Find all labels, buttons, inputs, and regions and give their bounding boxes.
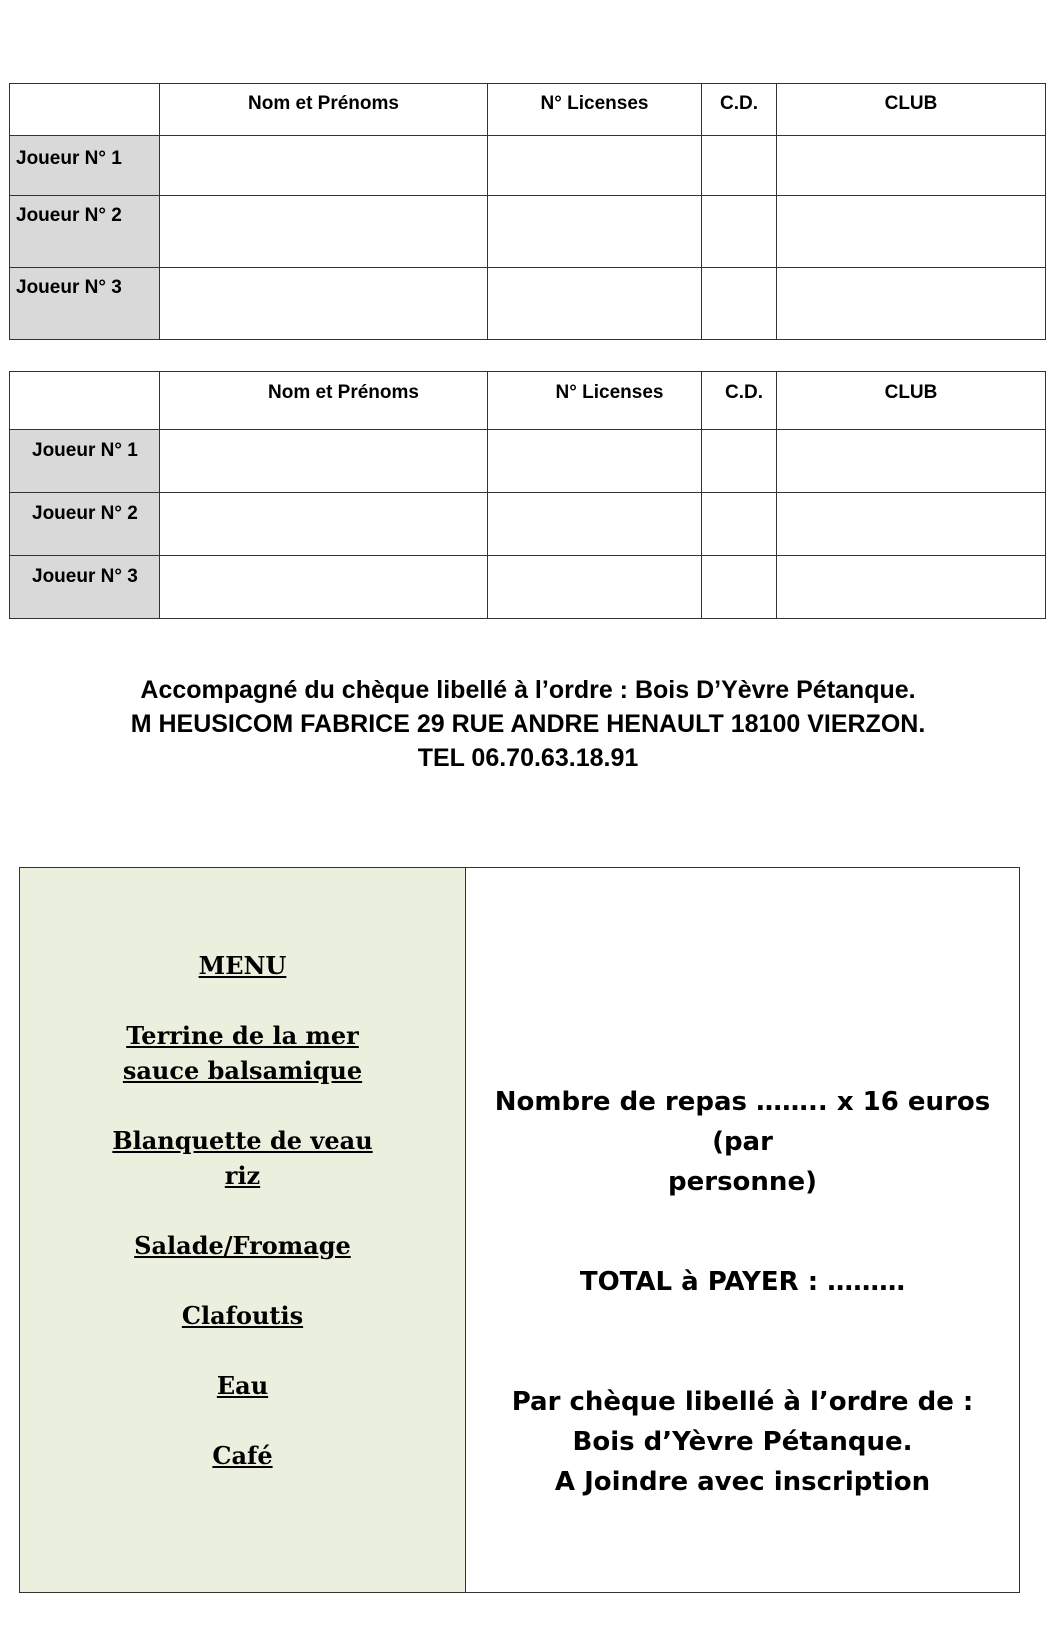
name-cell[interactable] [160,430,488,493]
license-cell[interactable] [488,493,702,556]
cd-cell[interactable] [702,493,777,556]
club-cell[interactable] [777,268,1046,340]
header-license: N° Licenses [488,372,702,430]
menu-box [19,867,1020,1593]
license-cell[interactable] [488,268,702,340]
header-empty [10,84,160,136]
header-cd: C.D. [702,84,777,136]
menu-item-cheese: Salade/Fromage [134,1231,351,1260]
registration-table-1 [9,83,1046,340]
attach-line: A Joindre avec inscription [554,1467,931,1497]
header-cd: C.D. [702,372,777,430]
club-cell[interactable] [777,136,1046,196]
club-cell[interactable] [777,556,1046,619]
name-cell[interactable] [160,136,488,196]
header-empty [10,372,160,430]
menu-item-main-2: riz [224,1161,261,1190]
header-club: CLUB [777,372,1046,430]
name-cell[interactable] [160,196,488,268]
menu-item-starter-2: sauce balsamique [122,1056,363,1085]
payment-panel [466,868,1019,1592]
row-label: Joueur N° 1 [10,430,160,493]
table-row [10,268,1046,340]
meal-count-line-2: personne) [668,1167,817,1197]
header-club: CLUB [777,84,1046,136]
meal-count-line: Nombre de repas …….. x 16 euros (par [494,1087,991,1157]
name-cell[interactable] [160,493,488,556]
cheque-payee-line: Bois d’Yèvre Pétanque. [572,1427,913,1457]
menu-item-main: Blanquette de veau [112,1126,373,1155]
table-header-row [10,372,1046,430]
menu-item-coffee: Café [212,1441,273,1470]
menu-item-water: Eau [216,1371,269,1400]
name-cell[interactable] [160,268,488,340]
cd-cell[interactable] [702,556,777,619]
cd-cell[interactable] [702,430,777,493]
row-label: Joueur N° 3 [10,556,160,619]
license-cell[interactable] [488,136,702,196]
cheque-line: Par chèque libellé à l’ordre de : [511,1387,974,1417]
cheque-order-line: Accompagné du chèque libellé à l’ordre : Bois D’Yèvre Pétanque. [140,676,916,704]
payment-address-block [0,673,1056,775]
club-cell[interactable] [777,430,1046,493]
license-cell[interactable] [488,556,702,619]
total-line: TOTAL à PAYER : ……… [579,1267,906,1297]
phone-line: TEL 06.70.63.18.91 [417,744,639,772]
cd-cell[interactable] [702,268,777,340]
cd-cell[interactable] [702,196,777,268]
table-row [10,430,1046,493]
menu-title: MENU [198,951,287,980]
table-row [10,196,1046,268]
table-row [10,136,1046,196]
license-cell[interactable] [488,430,702,493]
club-cell[interactable] [777,196,1046,268]
row-label: Joueur N° 1 [10,136,160,196]
table-header-row [10,84,1046,136]
header-license: N° Licenses [488,84,702,136]
row-label: Joueur N° 3 [10,268,160,340]
postal-address-line: M HEUSICOM FABRICE 29 RUE ANDRE HENAULT 18100 VIERZON. [130,710,926,738]
table-row [10,493,1046,556]
header-name: Nom et Prénoms [160,84,488,136]
row-label: Joueur N° 2 [10,196,160,268]
table-row [10,556,1046,619]
club-cell[interactable] [777,493,1046,556]
cd-cell[interactable] [702,136,777,196]
menu-item-starter: Terrine de la mer [126,1021,359,1050]
header-name: Nom et Prénoms [160,372,488,430]
name-cell[interactable] [160,556,488,619]
license-cell[interactable] [488,196,702,268]
menu-panel [20,868,466,1592]
registration-table-2 [9,371,1046,619]
row-label: Joueur N° 2 [10,493,160,556]
menu-item-dessert: Clafoutis [181,1301,304,1330]
